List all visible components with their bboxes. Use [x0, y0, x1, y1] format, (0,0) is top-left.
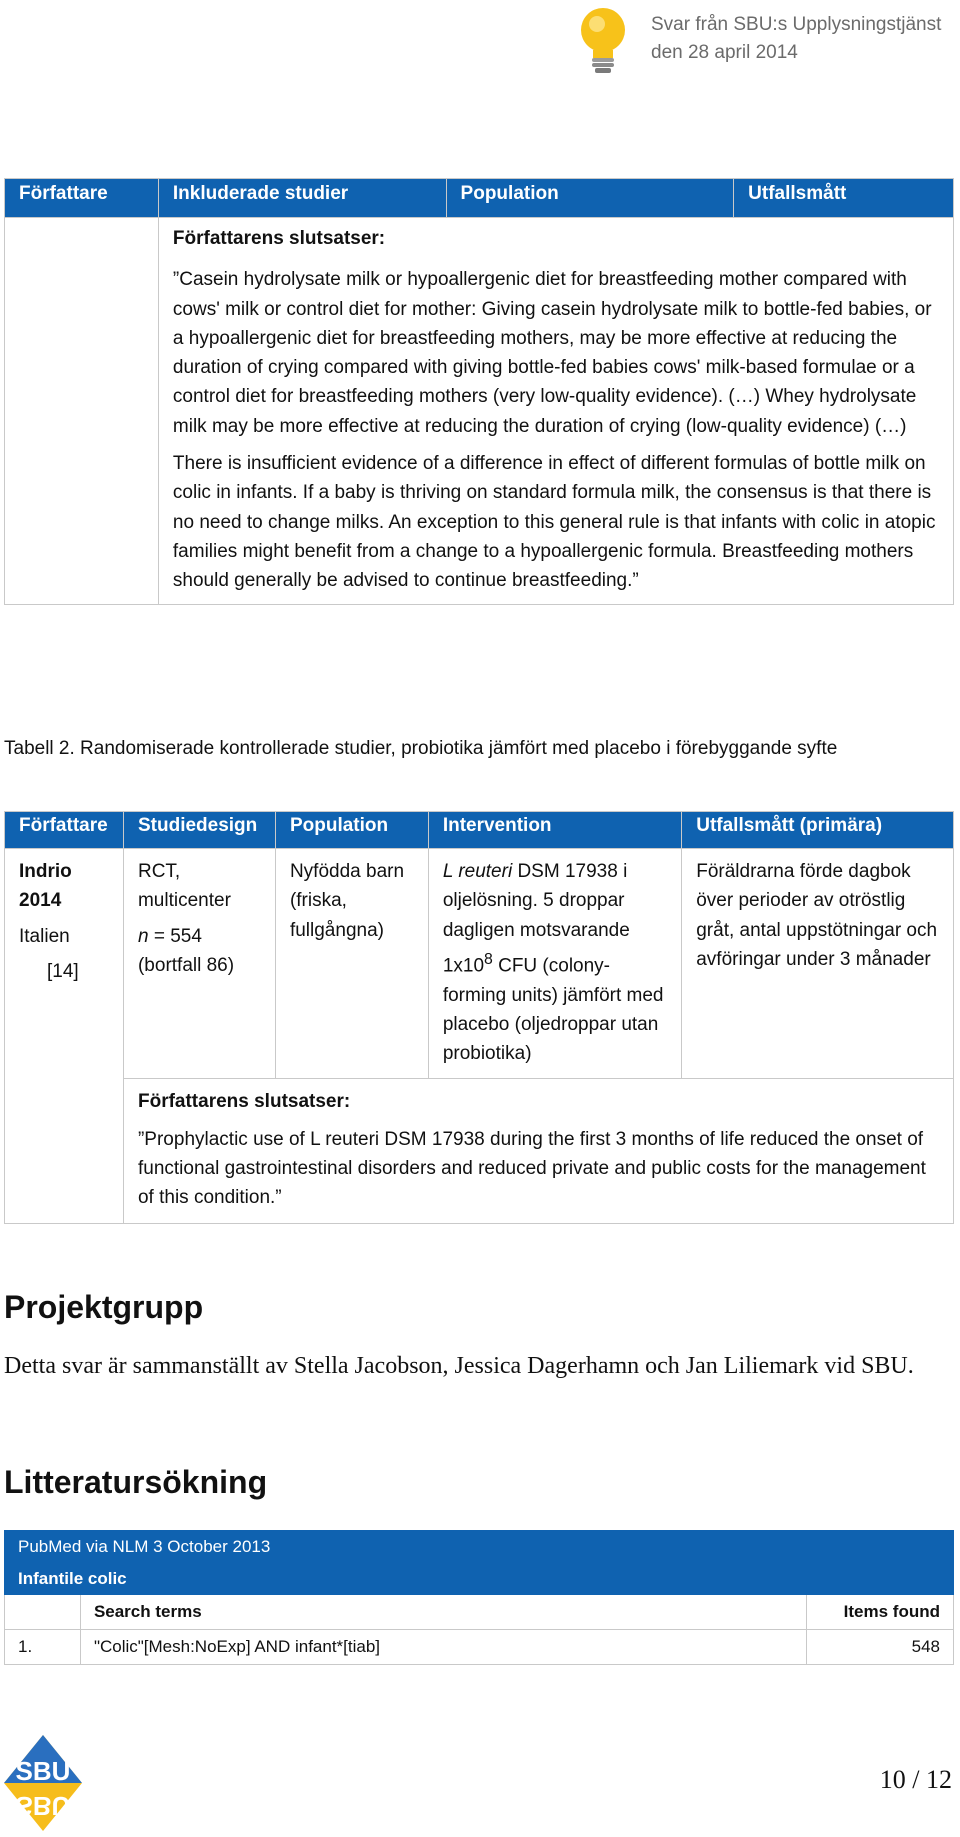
table-1-header — [5, 179, 954, 218]
table-2-caption: Tabell 2. Randomiserade kontrollerade studier, probiotika jämfört med placebo i förebyggande syfte — [4, 738, 838, 759]
conclusion-text: ”Prophylactic use of L reuteri DSM 17938 during the first 3 months of life reduced the onset of functional gastrointestinal disorders and reduced private and public costs for the management of this condition.” — [137, 1128, 926, 1209]
intervention-cell — [428, 849, 681, 1079]
author-reference: [14] — [47, 960, 79, 982]
page-number: 10 / 12 — [879, 1765, 952, 1794]
projektgrupp-text: Detta svar är sammanställt av Stella Jacobson, Jessica Dagerhamn och Jan Liliemark vid SBU. — [4, 1353, 914, 1379]
table-row — [5, 849, 954, 1079]
logo-text: SBU — [15, 1756, 71, 1786]
design-cell — [123, 849, 275, 1079]
table-row — [5, 1079, 954, 1223]
conclusion-cell — [158, 218, 953, 605]
search-row-term: "Colic"[Mesh:NoExp] AND infant*[tiab] — [80, 1630, 806, 1665]
col-header-outcome-primary: Utfallsmått (primära) — [682, 812, 954, 849]
col-header-outcome: Utfallsmått — [734, 179, 954, 218]
search-topic-row — [5, 1563, 954, 1595]
table-2-header — [5, 812, 954, 849]
col-header-author: Författare — [5, 812, 124, 849]
search-table — [4, 1530, 954, 1665]
population-cell: Nyfödda barn (friska, fullgångna) — [275, 849, 428, 1079]
n-label: n — [137, 925, 149, 947]
table-2 — [4, 811, 954, 1224]
search-row-number: 1. — [5, 1630, 81, 1665]
search-column-headers — [5, 1595, 954, 1630]
col-header-items-found: Items found — [807, 1595, 954, 1630]
intervention-exponent: 8 — [484, 950, 493, 968]
header-line-2: den 28 april 2014 — [651, 42, 798, 63]
col-header-design: Studiedesign — [123, 812, 275, 849]
table-row — [5, 1630, 954, 1665]
outcome-cell: Föräldrarna förde dagbok över perioder av otröstlig gråt, antal uppstötningar och avföringar under 3 månader — [682, 849, 954, 1079]
conclusion-quote-1: ”Casein hydrolysate milk or hypoallergenic diet for breastfeeding mother compared with cows' milk or control diet for mother: Giving casein hydrolysate milk to bottle-fed babies, or a hypoallergenic diet for breastfeeding mothers, may be more effective at reducing the duration of crying compared with giving bottle-fed babies cows' milk-based formulae or a control diet for breastfeeding mothers (very low-quality evidence). (…) Whey hydrolysate milk may be more effective at reducing the duration of crying (low-quality evidence) (…) — [172, 269, 932, 437]
search-source-row — [5, 1531, 954, 1563]
author-cell — [5, 849, 124, 1224]
search-source: PubMed via NLM 3 October 2013 — [5, 1531, 954, 1563]
col-header-search-terms: Search terms — [80, 1595, 806, 1630]
col-header-number — [5, 1595, 81, 1630]
search-row-items: 548 — [807, 1630, 954, 1665]
svg-text:SBU: SBU — [15, 1791, 71, 1821]
sbu-logo — [2, 1733, 84, 1833]
col-header-population: Population — [446, 179, 734, 218]
heading-projektgrupp: Projektgrupp — [4, 1289, 204, 1325]
design-text: RCT, multicenter — [137, 861, 231, 912]
header-line-1: Svar från SBU:s Upplysningstjänst — [651, 14, 942, 35]
intervention-text-2: CFU (colony-forming units) jämfört med placebo (oljedroppar utan probiotika) — [442, 955, 664, 1065]
sample-size — [138, 922, 261, 981]
heading-litteratursokning: Litteratursökning — [4, 1464, 268, 1500]
conclusion-cell — [123, 1079, 953, 1223]
author-cell-empty — [5, 218, 159, 605]
conclusion-quote-2: There is insufficient evidence of a difference in effect of different formulas of bottle milk on colic in infants. If a baby is thriving on standard formula milk, the consensus is that there is no need to change milks. An exception to this general rule is that infants with colic in atopic families might benefit from a change to a hypoallergenic formula. Breastfeeding mothers should generally be advised to continue breastfeeding.” — [172, 453, 936, 592]
conclusion-label: Författarens slutsatser: — [172, 228, 386, 249]
col-header-studies: Inkluderade studier — [158, 179, 446, 218]
header-text — [651, 11, 941, 67]
lightbulb-icon — [575, 4, 631, 76]
conclusion-label: Författarens slutsatser: — [137, 1091, 351, 1113]
table-row — [5, 218, 954, 605]
page-header — [575, 4, 955, 76]
author-country: Italien — [19, 925, 70, 947]
intervention-organism: L reuteri — [442, 861, 513, 882]
author-name: Indrio 2014 — [19, 861, 72, 912]
table-1 — [4, 178, 954, 605]
col-header-author: Författare — [5, 179, 159, 218]
n-value: = 554 (bortfall 86) — [137, 925, 235, 976]
search-topic: Infantile colic — [5, 1563, 954, 1595]
col-header-intervention: Intervention — [428, 812, 681, 849]
col-header-population: Population — [275, 812, 428, 849]
intervention-text-1: DSM 17938 i oljelösning. 5 droppar dagligen motsvarande 1x10 — [442, 861, 630, 977]
